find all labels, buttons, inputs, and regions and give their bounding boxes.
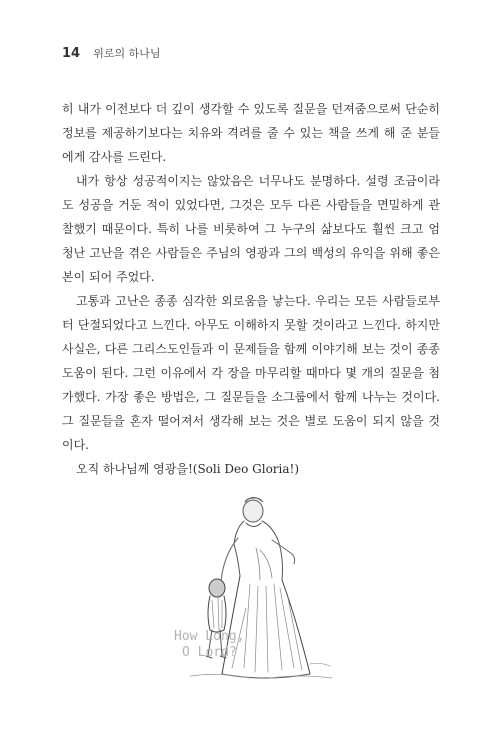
closing-line: 오직 하나님께 영광을!(Soli Deo Gloria!) (76, 462, 300, 476)
caption-line-2: O Lord? (182, 645, 237, 660)
paragraph: 내가 항상 성공적이지는 않았음은 너무나도 분명하다. 설령 조금이라도 성공을 거둔 적이 있었다면, 그것은 모두 다른 사람들을 면밀하게 관찰했기 때문이다. 특히 나를 비롯하여 그 누구의 삶보다도 훨씬 크고 엄청난 고난을 겪은 사람들은 주님의 영광과 그의 백성의 유익을 위해 좋은 본이 되어 주었다. (62, 174, 440, 284)
running-title: 위로의 하나님 (93, 47, 161, 60)
paragraph: 고통과 고난은 종종 심각한 외로움을 낳는다. 우리는 모든 사람들로부터 단절되었다고 느낀다. 아무도 이해하지 못할 것이라고 느낀다. 하지만 사실은, 다른 그리스도인들과 이 문제들을 함께 이야기해 보는 것이 종종 도움이 된다. 그런 이유에서 각 장을 마무리할 때마다 몇 개의 질문을 첨가했다. 가장 좋은 방법은, 그 질문들을 소그룹에서 함께 나누는 것이다. 그 질문들을 혼자 떨어져서 생각해 보는 것은 별로 도움이 되지 않을 것이다. (62, 294, 440, 452)
caption-line-1: How Long, (174, 629, 245, 644)
paragraph-continued: 히 내가 이전보다 더 깊이 생각할 수 있도록 질문을 던져줌으로써 단순히 정보를 제공하기보다는 치유와 격려를 줄 수 있는 책을 쓰게 해 준 분들에게 감사를 드린다. (62, 102, 440, 164)
running-head (62, 42, 160, 61)
page-number: 14 (62, 46, 81, 61)
body-text (62, 97, 440, 481)
illustration (160, 488, 360, 688)
